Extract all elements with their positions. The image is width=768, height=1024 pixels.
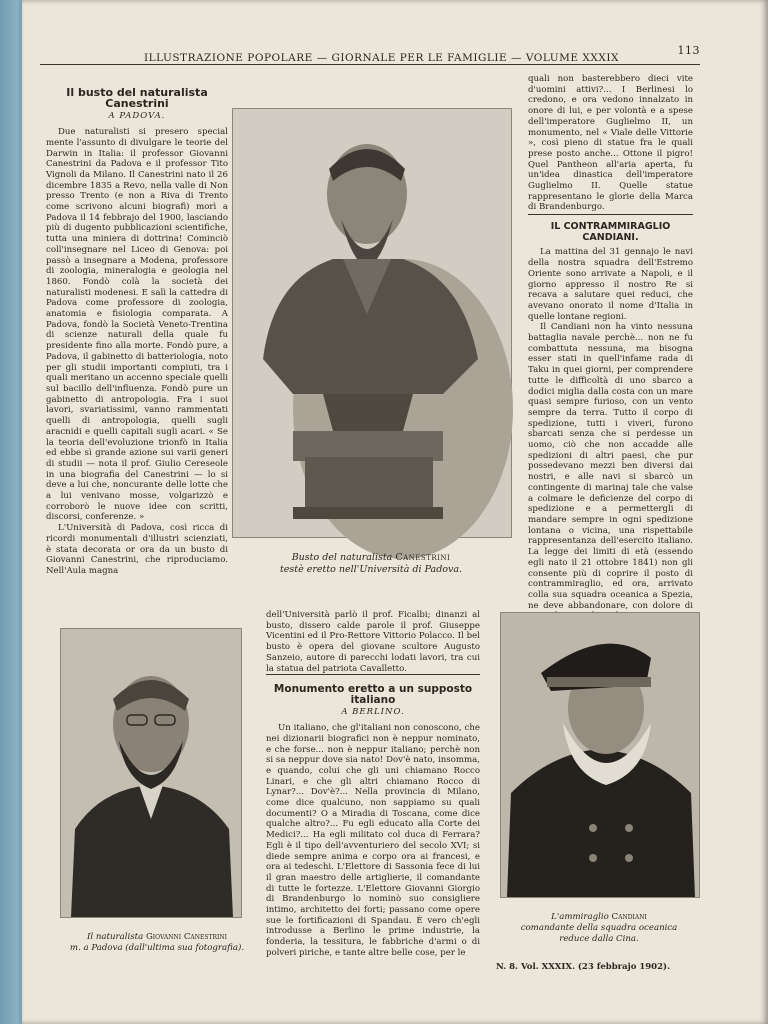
- candiani-illustration: [501, 613, 699, 897]
- caption-text: comandante della squadra oceanica: [520, 923, 678, 933]
- continuation-text: quali non basterebbero dieci vite d'uomini attivi?... I Berlinesi lo credono, e ora vedono innalzato in onore di lui, e per volontà e a spese dell'imperatore Guglielmo II, un monumento, nel « Viale delle Vittorie », così pieno di statue fra le quali prese posto anche... Ottone il pigro! Quel Pantheon all'aria aperta, fu un'idea dinastica dell'imperatore Guglielmo II. Quelle statue rappresentano le glorie della Marca di Brandenburgo.: [528, 74, 693, 213]
- running-title: ILLUSTRAZIONE POPOLARE — GIORNALE PER LE FAMIGLIE — VOLUME XXXIX: [144, 52, 619, 64]
- article-canestrini: [46, 88, 228, 600]
- article-canestrini-end: [266, 610, 480, 674]
- caption-text: Il naturalista: [86, 932, 146, 942]
- article-place: A BERLINO.: [341, 707, 405, 718]
- caption-text: m. a Padova (dall'ultima sua fotografia).: [69, 943, 245, 953]
- canestrini-caption: [52, 932, 262, 954]
- issue-footer: N. 8. Vol. XXXIX. (23 febbrajo 1902).: [496, 962, 670, 972]
- caption-text: testè eretto nell'Università di Padova.: [279, 564, 463, 575]
- caption-name: Candiani: [611, 912, 647, 922]
- column-rule: [528, 214, 693, 215]
- article-title: Il busto del naturalista Canestrini: [66, 86, 208, 110]
- article-candiani: [528, 221, 693, 611]
- canestrini-portrait: [60, 628, 242, 918]
- caption-text: reduce dalla Cina.: [559, 934, 639, 944]
- page-number: 113: [677, 44, 700, 57]
- article-monument: [266, 683, 480, 958]
- candiani-caption: [500, 912, 698, 945]
- caption-text: L'ammiraglio: [551, 912, 612, 922]
- center-rule: [266, 674, 480, 675]
- page-header: [40, 44, 700, 65]
- bust-caption: [232, 552, 510, 576]
- article-body: La mattina del 31 gennajo le navi della nostra squadra dell'Estremo Oriente sono arrivate a Napoli, e il giorno appresso il nostro Re si recava a salutare quei reduci, che avevano onorato il nome d'Italia in quelle lontane regioni.: [528, 247, 693, 322]
- article-title: Monumento eretto a un supposto italiano: [273, 683, 473, 706]
- article-body: Un italiano, che gl'italiani non conoscono, che nei dizionarii biografici non è neppur nominato, e che forse... non è neppur italiano; perchè non si sa neppur dove sia nato! Dov'è nato, insomma, e quando, colui che gli uni chiamano Rocco Linari, e che gli altri chiamano Rocco di Lynar?... Dov'è?... Nella provincia di Milano, come dice qualcuno, non sappiamo su quali documenti? O a Miradia di Toscana, come dice qualche altro?... Fu egli educato alla Corte dei Medici?... Ha egli militato col duca di Ferrara? Egli è il tipo dell'avventuriero del secolo XVI; si diede sempre anima e corpo ora ai francesi, e ora ai tedeschi. L'Elettore di Sassonia fece di lui il gran maestro delle artiglierie, il comandante di tutte le fortezze. L'Elettore Giovanni Giorgio di Brandenburgo lo nominò suo consigliere intimo, architetto dei forti; passano come opere sue le fortificazioni di Spandau. È vero ch'egli introdusse a Berlino le prime industrie, la fonderia, la tessitura, le fabbriche d'armi o di polveri piriche, e tante altre belle cose, per le: [266, 723, 480, 958]
- article-body: Due naturalisti si presero special mente l'assunto di divulgare le teorie del Darwin in Italia: il professor Giovanni Canestrini da Padova e il professor Tito Vignoli da Milano. Il Canestrini nato il 26 dicembre 1835 a Revo, nella valle di Non presso Trento (e non a Riva di Trento come scrivono alcuni biografi) morì a Padova il 14 febbrajo del 1900, lasciando più di dugento pubblicazioni scientifiche, tutta una miniera di dottrina! Cominciò coll'insegnare nel Liceo di Genova: poi passò a insegnare a Modena, professore di zoologia, mineralogia e geologia nel 1860. Fondò colà la società dei naturalisti modenesi. E salì la cattedra di Padova come professore di zoologia, anatomia e fisiologia comparata. A Padova, fondò la Società Veneto-Trentina di scienze naturali della quale fu presidente fino alla morte. Fondò pure, a Padova, il gabinetto di batteriologia, noto per gli studii importanti compiuti, tra i quali meritano un accenno speciale quelli sul bacillo dell'influenza. Fondò pure un gabinetto di antropologia. Fra i suoi lavori, svariatissimi, vanno rammentati quelli di antropologia, quelli sugli aracnidi e quelli capitali sugli acari. « Se la teoria dell'evoluzione trionfò in Italia ed ebbe sì grande azione sui varii generi di studii — nota il prof. Giulio Cereseole in una biografia del Canestrini — lo si deve a lui che, noncurante delle lotte che a lui venivano mosse, volgarizzò e corroborò le nuove idee con scritti, discorsi, conferenze. »: [46, 127, 228, 523]
- article-title: IL CONTRAMMIRAGLIO CANDIANI.: [550, 221, 671, 243]
- bust-illustration: [233, 109, 511, 537]
- bust-photo: [232, 108, 512, 538]
- candiani-portrait: [500, 612, 700, 898]
- continuation-text: dell'Università parlò il prof. Ficalbi; dinanzi al busto, dissero calde parole il prof. Giuseppe Vicentini ed il Pro-Rettore Vittorio Polacco. Il bel busto è opera del giovane scultore Augusto Sanzeio, autore di parecchi lodati lavori, tra cui la statua del patriota Cavalletto.: [266, 610, 480, 674]
- article-place: A PADOVA.: [108, 111, 166, 122]
- article-body-2: L'Università di Padova, così ricca di ricordi monumentali d'illustri scienziati, è stata decorata or ora da un busto di Giovanni Canestrini, che riproduciamo. Nell'Aula magna: [46, 523, 228, 576]
- canestrini-illustration: [61, 629, 241, 917]
- caption-text: Busto del naturalista: [291, 552, 396, 563]
- caption-name: Canestrini: [395, 552, 451, 563]
- article-body-2: Il Candiani non ha vinto nessuna battaglia navale perchè... non ne fu combattuta nessuna, ma bisogna esser stati in quell'infame rada di Taku in quei giorni, per comprendere tutte le difficoltà di uno sbarco a dodici miglia dalla costa con un mare quasi sempre furioso, con un vento sempre da terra. Tutto il corpo di spedizione, tutti i viveri, furono sbarcati senza che si perdesse un uomo, ciò che non accadde alle spedizioni di altri paesi, che pur possedevano mezzi ben diversi dai nostri, e alle navi si sbarcò un contingente di marinaj tale che valse a colmare le deficienze del corpo di spedizione e a permettergli di mandare sempre in ogni spedizione lontana o vicina, una rispettabile rappresentanza dell'esercito italiano. La legge dei limiti di età (essendo egli nato il 21 ottobre 1841) non gli consente più di coprire il posto di contrammiraglio, ed ora, arrivato colla sua squadra oceanica a Spezia, ne deve abbandonare, con dolore di: [528, 322, 693, 611]
- article-continuation-right: [528, 74, 693, 214]
- caption-name: Giovanni Canestrini: [145, 932, 228, 942]
